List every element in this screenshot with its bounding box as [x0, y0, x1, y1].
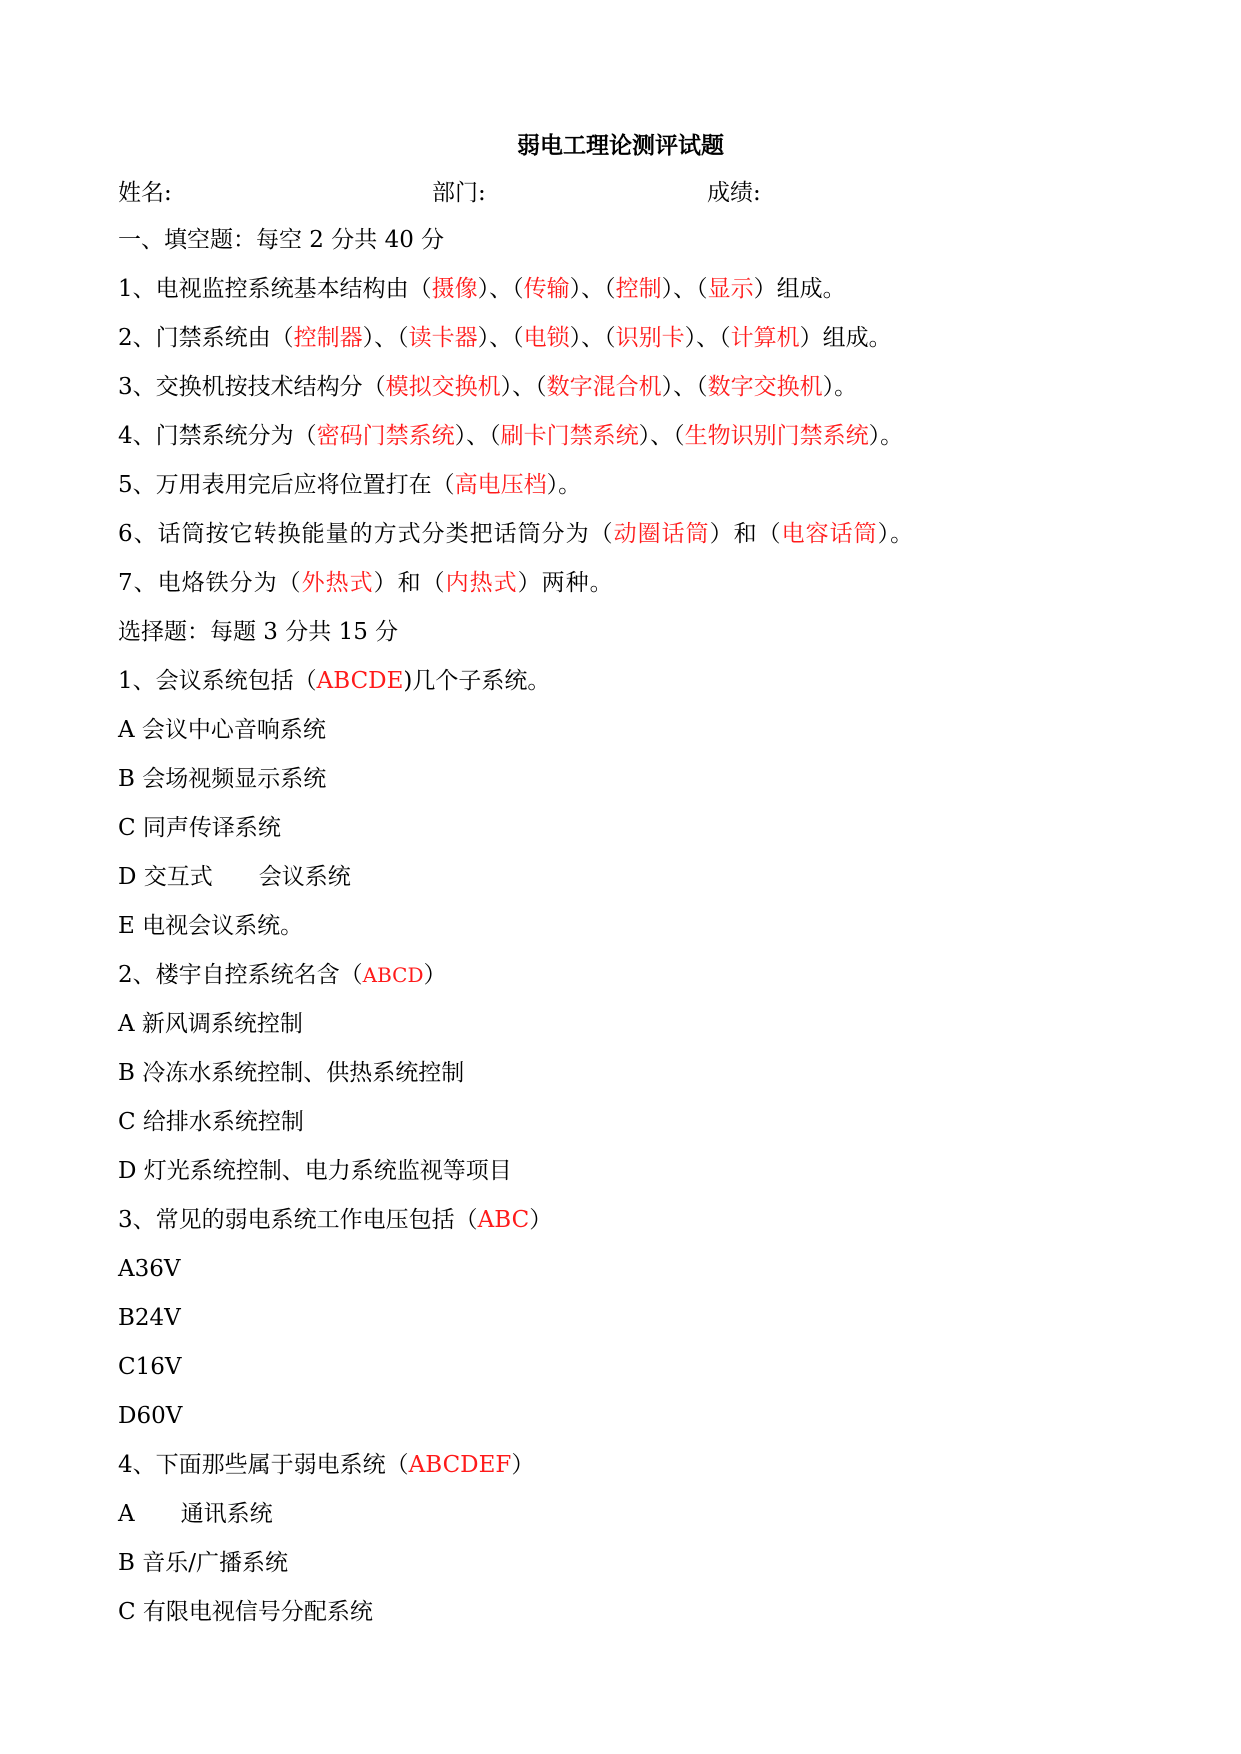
name-label: 姓名: [118, 180, 172, 206]
answer: ABCDEF [408, 1452, 512, 1478]
question-text: 1、会议系统包括（ [118, 668, 317, 694]
choice-question-4 [118, 1450, 534, 1480]
question-text: )几个子系统。 [403, 668, 551, 694]
answer: 电容话筒 [781, 521, 878, 547]
answer: 控制 [615, 276, 662, 302]
answer: 摄像 [431, 276, 478, 302]
separator: ）、（ [477, 276, 524, 302]
answer: 控制器 [293, 325, 363, 351]
answer: 计算机 [730, 325, 800, 351]
separator: ）、（ [569, 276, 616, 302]
question-text: 4、门禁系统分为（ [118, 423, 317, 449]
fill-question-7 [118, 568, 614, 598]
option: A 新风调系统控制 [118, 1011, 303, 1037]
option: C 同声传译系统 [118, 815, 281, 841]
option: C 有限电视信号分配系统 [118, 1599, 373, 1625]
choice-question-1 [118, 666, 550, 696]
question-text: ）。 [822, 374, 858, 400]
fill-question-1 [118, 274, 846, 304]
option: B 会场视频显示系统 [118, 766, 327, 792]
choice-question-3 [118, 1205, 552, 1235]
choice-question-2 [118, 960, 447, 990]
option: A36V [118, 1256, 181, 1282]
option: B 音乐/广播系统 [118, 1550, 288, 1576]
section1-heading: 一、填空题：每空 2 分共 40 分 [118, 227, 445, 253]
separator: ）、（ [684, 325, 731, 351]
separator: ）、（ [638, 423, 685, 449]
question-text: ）组成。 [799, 325, 892, 351]
answer: 显示 [707, 276, 754, 302]
score-label: 成绩: [707, 180, 761, 206]
answer: 内热式 [445, 570, 518, 596]
question-text: ）。 [868, 423, 904, 449]
question-text: ）。 [877, 521, 915, 547]
separator: ）和（ [373, 570, 446, 596]
separator: ）、（ [477, 325, 524, 351]
question-text: 1、电视监控系统基本结构由（ [118, 276, 432, 302]
fill-question-2 [118, 323, 892, 353]
question-text: ）。 [546, 472, 582, 498]
question-text: 5、万用表用完后应将位置打在（ [118, 472, 455, 498]
separator: ）、（ [661, 374, 708, 400]
question-text: 2、门禁系统由（ [118, 325, 294, 351]
option: D60V [118, 1403, 183, 1429]
question-text: ） [511, 1452, 535, 1478]
option: A 会议中心音响系统 [118, 717, 326, 743]
question-text: ） [529, 1207, 553, 1233]
answer: 数字交换机 [707, 374, 823, 400]
answer: 高电压档 [454, 472, 547, 498]
question-text: 4、下面那些属于弱电系统（ [118, 1452, 409, 1478]
answer: ABC [477, 1207, 530, 1233]
option: B 冷冻水系统控制、供热系统控制 [118, 1060, 465, 1086]
separator: ）、（ [569, 325, 616, 351]
answer: 电锁 [523, 325, 570, 351]
question-text: 7、电烙铁分为（ [118, 570, 302, 596]
answer: 动圈话筒 [613, 521, 710, 547]
separator: ）、（ [661, 276, 708, 302]
option: C 给排水系统控制 [118, 1109, 304, 1135]
answer: ABCD [362, 963, 424, 987]
answer: 数字混合机 [546, 374, 662, 400]
answer: 外热式 [301, 570, 374, 596]
fill-question-6 [118, 519, 914, 549]
fill-question-4 [118, 421, 903, 451]
department-label: 部门: [432, 180, 486, 206]
option: D 灯光系统控制、电力系统监视等项目 [118, 1158, 512, 1184]
answer: 刷卡门禁系统 [500, 423, 639, 449]
answer: 识别卡 [615, 325, 685, 351]
answer: 传输 [523, 276, 570, 302]
question-text: 6、话筒按它转换能量的方式分类把话筒分为（ [118, 521, 614, 547]
question-text: 2、楼宇自控系统名含（ [118, 962, 363, 988]
fill-question-5 [118, 470, 581, 500]
question-text: 3、常见的弱电系统工作电压包括（ [118, 1207, 478, 1233]
page-title: 弱电工理论测评试题 [517, 132, 724, 159]
fill-question-3 [118, 372, 857, 402]
option: B24V [118, 1305, 181, 1331]
separator: ）和（ [709, 521, 782, 547]
separator: ）、（ [500, 374, 547, 400]
question-text: 3、交换机按技术结构分（ [118, 374, 386, 400]
question-text: ）两种。 [517, 570, 614, 596]
question-text: ）组成。 [753, 276, 846, 302]
separator: ）、（ [362, 325, 409, 351]
separator: ）、（ [454, 423, 501, 449]
answer: ABCDE [316, 668, 404, 694]
option: E 电视会议系统。 [118, 913, 304, 939]
option: C16V [118, 1354, 182, 1380]
answer: 密码门禁系统 [316, 423, 455, 449]
answer: 生物识别门禁系统 [684, 423, 869, 449]
option: D 交互式 会议系统 [118, 864, 351, 890]
answer: 读卡器 [408, 325, 478, 351]
section2-heading: 选择题：每题 3 分共 15 分 [118, 619, 399, 645]
answer: 模拟交换机 [385, 374, 501, 400]
question-text: ） [423, 962, 447, 988]
option: A 通讯系统 [118, 1501, 273, 1527]
